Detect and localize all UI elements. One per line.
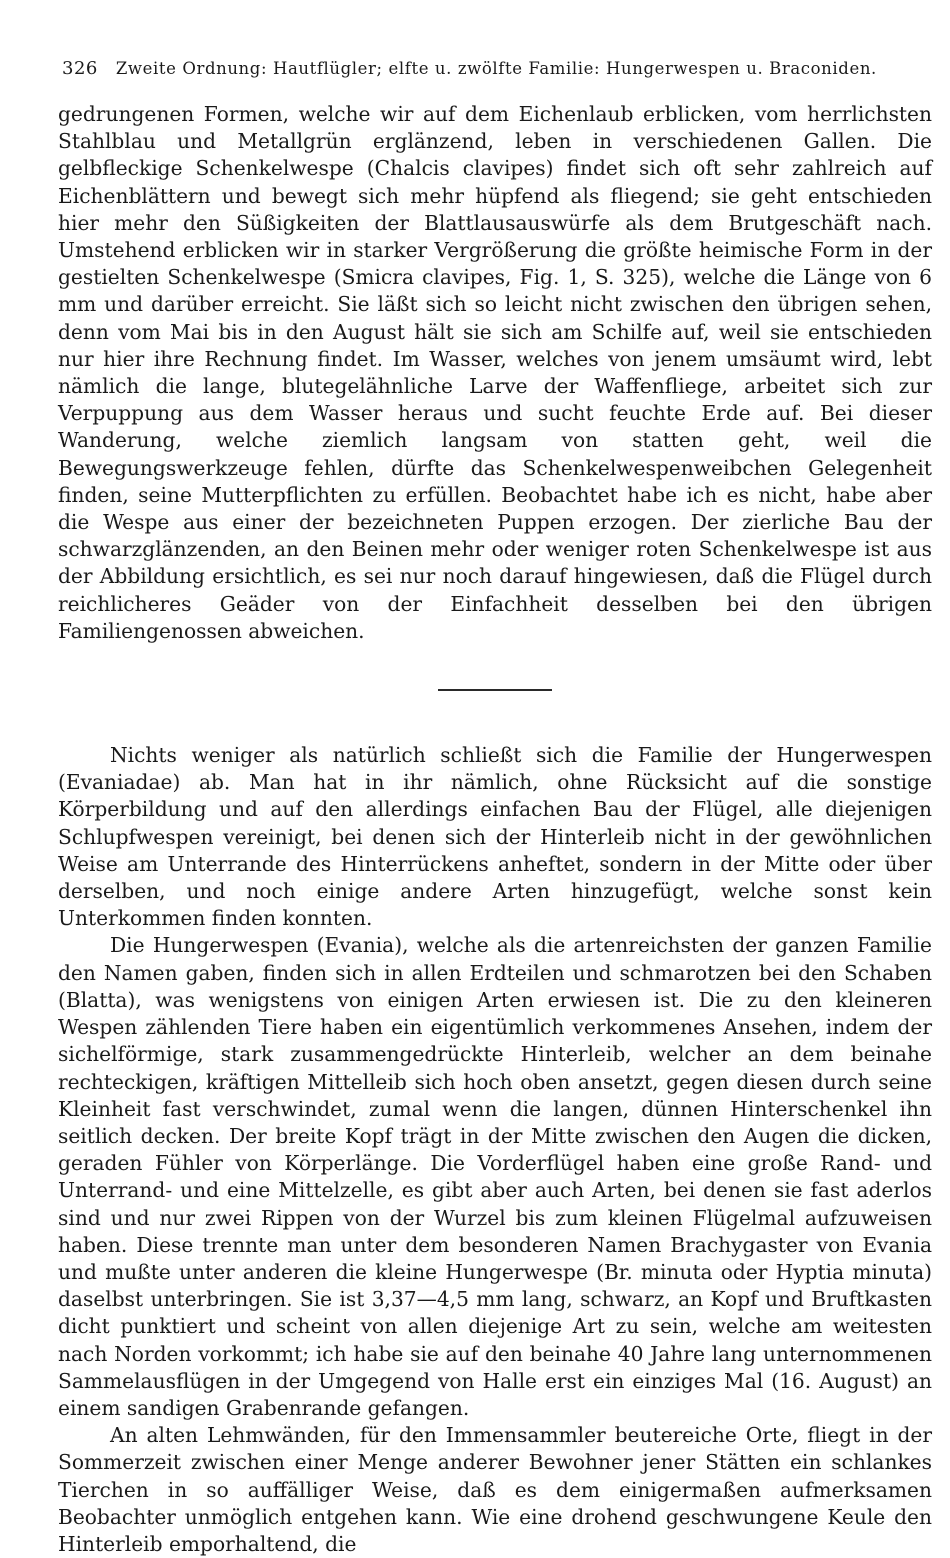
paragraph-lehmwaende: An alten Lehmwänden, für den Immensammler beutereiche Orte, fliegt in der Sommerzeit zwischen einer Menge anderer Bewohner jener Stätten ein schlankes Tierchen in so auffälliger Weise, daß es dem einigermaßen aufmerksamen Beobachter unmöglich entgehen kann. Wie eine drohend geschwungene Keule den Hinterleib emporhaltend, die: [58, 1423, 932, 1556]
section-divider: [438, 689, 552, 691]
paragraph-evaniadae-intro: Nichts weniger als natürlich schließt sich die Familie der Hungerwespen (Evaniadae) ab. Man hat in ihr nämlich, ohne Rücksicht auf die sonstige Körperbildung und auf den allerdings einfachen Bau der Flügel, alle diejenigen Schlupfwespen vereinigt, bei denen sich der Hinterleib nicht in der gewöhnlichen Weise am Unterrande des Hinterrückens anheftet, sondern in der Mitte oder über derselben, und noch einige andere Arten hinzugefügt, welche sonst kein Unterkommen finden konnten.: [58, 743, 932, 931]
paragraph-chalcidids-continued: gedrungenen Formen, welche wir auf dem Eichenlaub erblicken, vom herrlichsten Stahlblau und Metallgrün erglänzend, leben in verschiedenen Gallen. Die gelbfleckige Schenkelwespe (Chalcis clavipes) findet sich oft sehr zahlreich auf Eichenblättern und bewegt sich mehr hüpfend als fliegend; sie geht entschieden hier mehr den Süßigkeiten der Blattlausauswürfe als dem Brutgeschäft nach. Umstehend erblicken wir in starker Vergrößerung die größte heimische Form in der gestielten Schenkelwespe (Smicra clavipes, Fig. 1, S. 325), welche die Länge von 6 mm und darüber erreicht. Sie läßt sich so leicht nicht zwischen den übrigen sehen, denn vom Mai bis in den August hält sie sich am Schilfe auf, weil sie entschieden nur hier ihre Rechnung findet. Im Wasser, welches von jenem umsäumt wird, lebt nämlich die lange, blutegelähnliche Larve der Waffenfliege, arbeitet sich zur Verpuppung aus dem Wasser heraus und sucht feuchte Erde auf. Bei dieser Wanderung, welche ziemlich langsam von statten geht, weil die Bewegungswerkzeuge fehlen, dürfte das Schenkelwespenweibchen Gelegenheit finden, seine Mutterpflichten zu erfüllen. Beobachtet habe ich es nicht, habe aber die Wespe aus einer der bezeichneten Puppen erzogen. Der zierliche Bau der schwarzglänzenden, an den Beinen mehr oder weniger roten Schenkelwespe ist aus der Abbildung ersichtlich, es sei nur noch darauf hingewiesen, daß die Flügel durch reichlicheres Geäder von der Einfachheit desselben bei den übrigen Familiengenossen abweichen.: [58, 102, 932, 643]
running-title: Zweite Ordnung: Hautflügler; elfte u. zwölfte Familie: Hungerwespen u. Braconiden.: [115, 59, 877, 78]
running-header: [62, 58, 932, 79]
body-text: [58, 101, 932, 1558]
page-number: 326: [62, 58, 98, 79]
paragraph-evania: Die Hungerwespen (Evania), welche als die artenreichsten der ganzen Familie den Namen gaben, finden sich in allen Erdteilen und schmarotzen bei den Schaben (Blatta), was wenigstens von einigen Arten erwiesen ist. Die zu den kleineren Wespen zählenden Tiere haben ein eigentümlich verkommenes Ansehen, indem der sichelförmige, stark zusammengedrückte Hinterleib, welcher an dem beinahe rechteckigen, kräftigen Mittelleib sich hoch oben ansetzt, gegen diesen durch seine Kleinheit fast verschwindet, zumal wenn die langen, dünnen Hinterschenkel ihn seitlich decken. Der breite Kopf trägt in der Mitte zwischen den Augen die dicken, geraden Fühler von Körperlänge. Die Vorderflügel haben eine große Rand- und Unterrand- und eine Mittelzelle, es gibt aber auch Arten, bei denen sie fast aderlos sind und nur zwei Rippen von der Wurzel bis zum kleinen Flügelmal aufzuweisen haben. Diese trennte man unter dem besonderen Namen Brachygaster von Evania und mußte unter anderen die kleine Hungerwespe (Br. minuta oder Hyptia minuta) daselbst unterbringen. Sie ist 3,37—4,5 mm lang, schwarz, an Kopf und Bruftkasten dicht punktiert und scheint von allen diejenige Art zu sein, welche am weitesten nach Norden vorkommt; ich habe sie auf den beinahe 40 Jahre lang unternommenen Sammelausflügen in der Umgegend von Halle erst ein einziges Mal (16. August) an einem sandigen Grabenrande gefangen.: [58, 933, 932, 1420]
book-page: [58, 58, 932, 1556]
